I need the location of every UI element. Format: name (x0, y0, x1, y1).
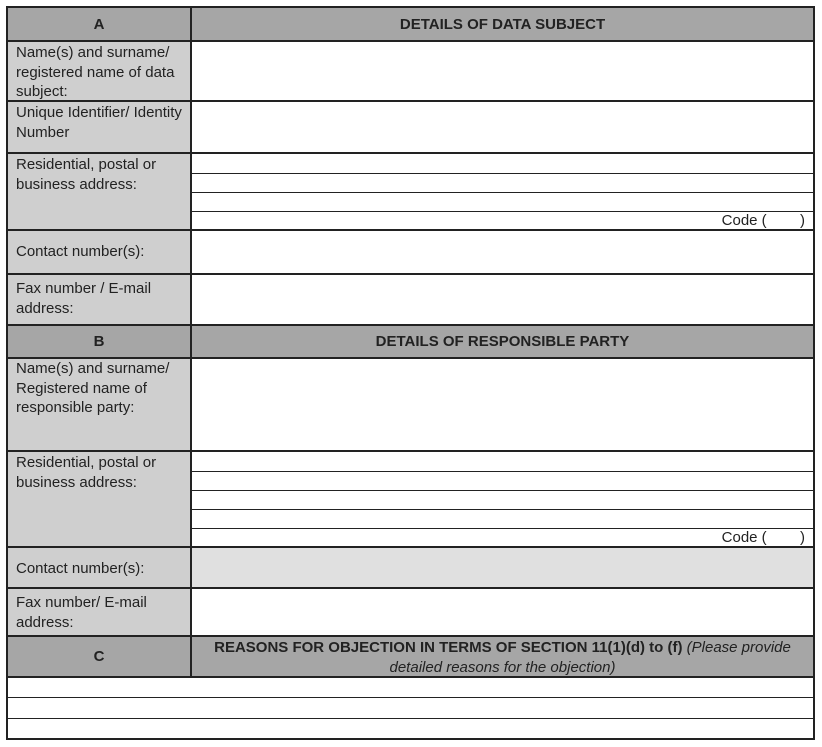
data-subject-fax-email-input[interactable] (192, 275, 813, 324)
field-label: Fax number/ E-mail address: (8, 589, 192, 635)
data-subject-name-input[interactable] (192, 42, 813, 100)
section-letter: C (8, 637, 192, 676)
address-line (192, 192, 813, 193)
field-responsible-party-contact (8, 548, 813, 589)
section-title: DETAILS OF RESPONSIBLE PARTY (375, 333, 630, 350)
section-title-main: REASONS FOR OBJECTION IN TERMS OF SECTION 11(1)(d) to (f) (214, 639, 683, 656)
data-subject-contact-input[interactable] (192, 231, 813, 273)
section-title (192, 637, 813, 676)
section-c-header (8, 637, 813, 678)
section-letter: B (8, 326, 192, 357)
reason-line (8, 718, 813, 719)
field-data-subject-fax-email (8, 275, 813, 326)
field-label: Fax number / E-mail address: (8, 275, 192, 324)
field-label: Contact number(s): (8, 231, 192, 273)
responsible-party-contact-input[interactable] (192, 548, 813, 587)
field-data-subject-contact (8, 231, 813, 275)
field-label: Residential, postal or business address: (8, 154, 192, 229)
section-b-header (8, 326, 813, 359)
identity-number-input[interactable] (192, 102, 813, 152)
field-data-subject-address (8, 154, 813, 231)
address-line (192, 509, 813, 510)
section-title-note: (Please provide detailed reasons for the objection) (389, 639, 791, 676)
address-line (192, 173, 813, 174)
field-responsible-party-name (8, 359, 813, 452)
section-letter: A (8, 8, 192, 40)
field-data-subject-name (8, 42, 813, 102)
section-title: DETAILS OF DATA SUBJECT (399, 15, 606, 33)
section-a-header (8, 8, 813, 42)
address-line (192, 490, 813, 491)
field-responsible-party-address (8, 452, 813, 548)
field-label: Name(s) and surname/ Registered name of responsible party: (8, 359, 192, 450)
responsible-party-address-input[interactable] (192, 452, 813, 546)
field-label: Name(s) and surname/ registered name of data subject: (8, 42, 192, 100)
address-line (192, 211, 813, 212)
address-line (192, 528, 813, 529)
field-identity-number (8, 102, 813, 154)
objection-form (6, 6, 815, 740)
responsible-party-name-input[interactable] (192, 359, 813, 450)
postal-code-label: Code ( ) (721, 529, 805, 546)
field-responsible-party-fax-email (8, 589, 813, 637)
field-label: Unique Identifier/ Identity Number (8, 102, 192, 152)
address-line (192, 471, 813, 472)
reasons-area[interactable] (8, 678, 813, 738)
postal-code-label: Code ( ) (721, 212, 805, 229)
reason-line (8, 697, 813, 698)
responsible-party-fax-email-input[interactable] (192, 589, 813, 635)
field-label: Contact number(s): (8, 548, 192, 587)
field-label: Residential, postal or business address: (8, 452, 192, 546)
